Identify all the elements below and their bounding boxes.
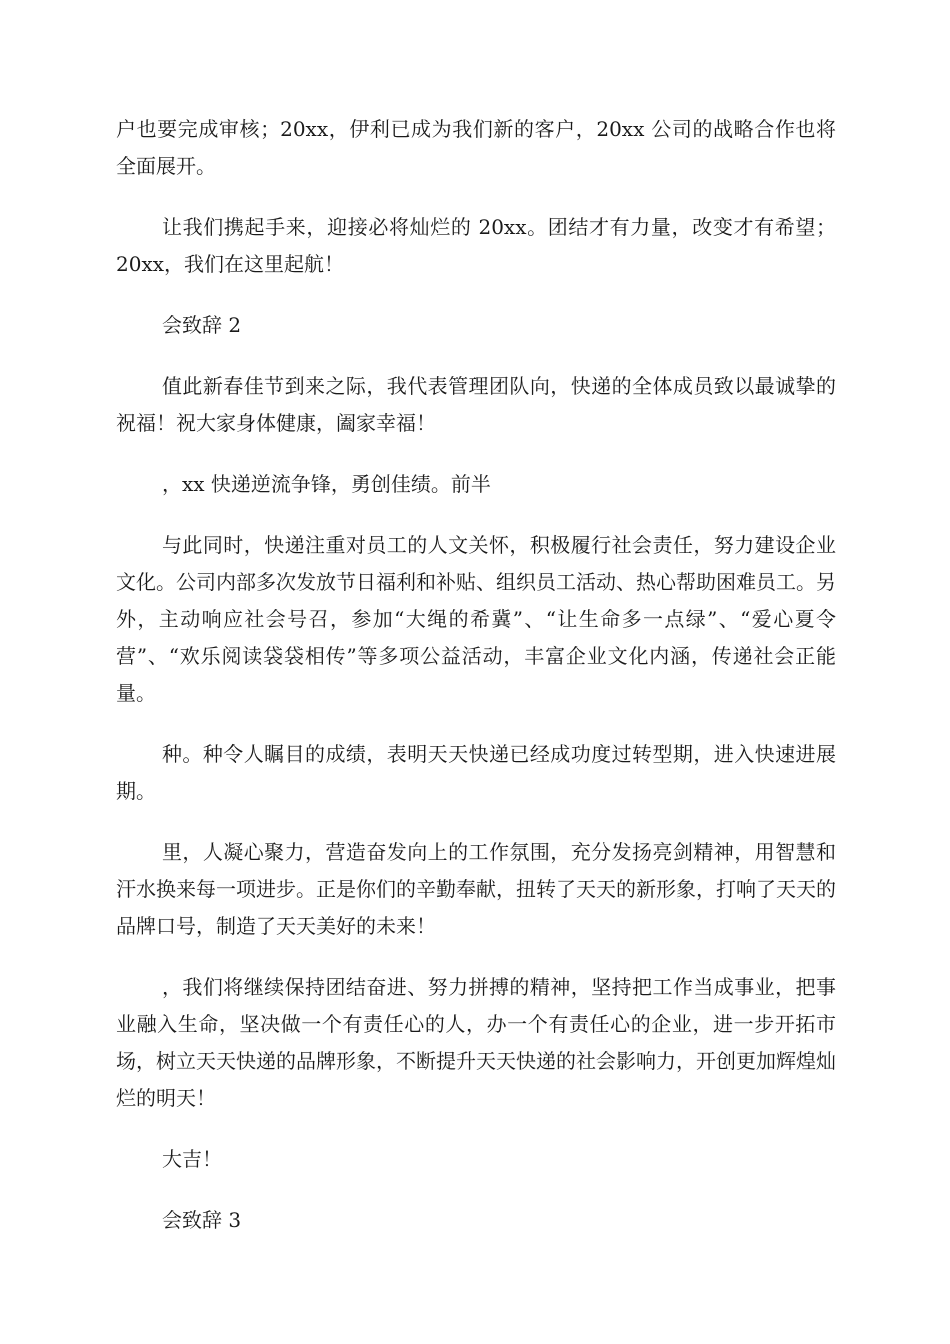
paragraph-new-year-greeting: 值此新春佳节到来之际，我代表管理团队向，快递的全体成员致以最诚挚的祝福！祝大家身体健康，阖家幸福！ — [116, 374, 836, 435]
paragraph-achievements-intro: ，xx 快递逆流争锋，勇创佳绩。前半 — [162, 472, 491, 496]
paragraph-transformation: 种。种令人瞩目的成绩，表明天天快递已经成功度过转型期，进入快速进展期。 — [116, 742, 836, 803]
section-heading-speech-3: 会致辞 3 — [162, 1208, 242, 1232]
document-body — [116, 111, 836, 1239]
paragraph-social-responsibility: 与此同时，快递注重对员工的人文关怀，积极履行社会责任，努力建设企业文化。公司内部多次发放节日福利和补贴、组织员工活动、热心帮助困难员工。另外，主动响应社会号召，参加“大绳的希冀”、“让生命多一点绿”、“爱心夏令营”、“欢乐阅读袋袋相传”等多项公益活动，丰富企业文化内涵，传递社会正能量。 — [116, 533, 836, 705]
paragraph-future-commitment: ，我们将继续保持团结奋进、努力拼搏的精神，坚持把工作当成事业，把事业融入生命，坚决做一个有责任心的人，办一个有责任心的企业，进一步开拓市场，树立天天快递的品牌形象，不断提升天天快递的社会影响力，开创更加辉煌灿烂的明天！ — [116, 975, 836, 1110]
section-heading-speech-2: 会致辞 2 — [162, 313, 242, 337]
paragraph-blessing: 大吉！ — [162, 1147, 222, 1171]
paragraph-team-spirit: 里，人凝心聚力，营造奋发向上的工作氛围，充分发扬亮剑精神，用智慧和汗水换来每一项进步。正是你们的辛勤奉献，扭转了天天的新形象，打响了天天的品牌口号，制造了天天美好的未来！ — [116, 840, 836, 938]
paragraph-continuation: 户也要完成审核；20xx，伊利已成为我们新的客户，20xx 公司的战略合作也将全面展开。 — [116, 117, 836, 178]
paragraph-closing-call: 让我们携起手来，迎接必将灿烂的 20xx。团结才有力量，改变才有希望； 20xx，我们在这里起航！ — [116, 215, 836, 276]
